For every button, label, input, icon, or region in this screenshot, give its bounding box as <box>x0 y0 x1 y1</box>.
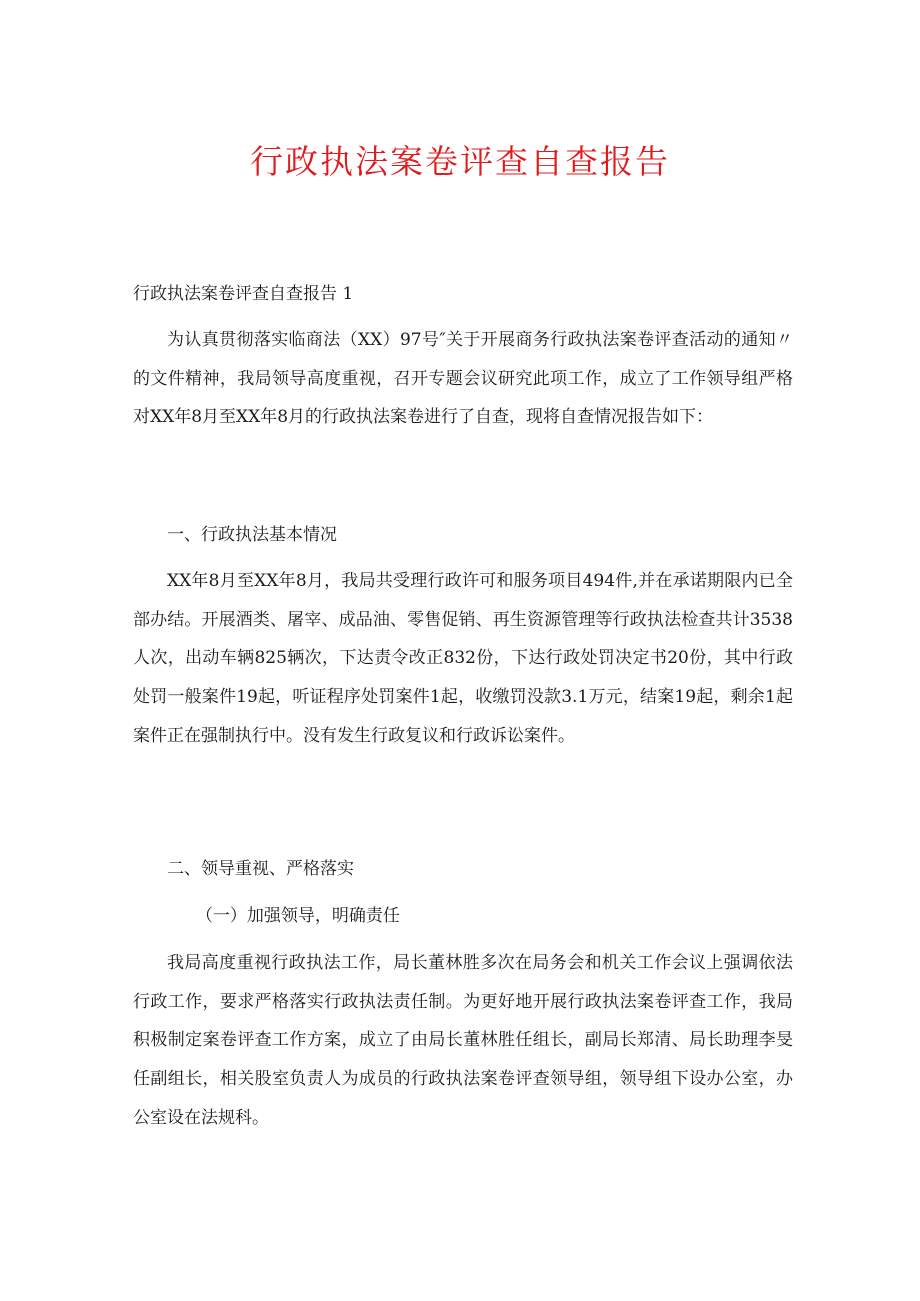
document-title: 行政执法案卷评查自查报告 <box>250 142 670 181</box>
section-heading-basic-situation: 一、行政执法基本情况 <box>167 525 337 545</box>
intro-paragraph: 为认真贯彻落实临商法（XX）97号″关于开展商务行政执法案卷评查活动的通知〃的文件精神，我局领导高度重视，召开专题会议研究此项工作，成立了工作领导组严格对XX年8月至XX年8月的行政执法案卷进行了自查，现将自查情况报告如下： <box>133 330 793 428</box>
leadership-paragraph: 我局高度重视行政执法工作，局长董林胜多次在局务会和机关工作会议上强调依法行政工作，要求严格落实行政执法责任制。为更好地开展行政执法案卷评查工作，我局积极制定案卷评查工作方案，成立了由局长董林胜任组长，副局长郑清、局长助理李旻任副组长，相关股室负责人为成员的行政执法案卷评查领导组，领导组下设办公室，办公室设在法规科。 <box>133 953 793 1128</box>
basic-situation-paragraph: XX年8月至XX年8月，我局共受理行政许可和服务项目494件,并在承诺期限内已全部办结。开展酒类、屠宰、成品油、零售促销、再生资源管理等行政执法检查共计3538人次，出动车辆825辆次，下达责令改正832份，下达行政处罚决定书20份，其中行政处罚一般案件19起，听证程序处罚案件1起，收缴罚没款3.1万元，结案19起，剩余1起案件正在强制执行中。没有发生行政复议和行政诉讼案件。 <box>133 571 793 746</box>
subsection-heading-strengthen-leadership: （一）加强领导，明确责任 <box>195 906 400 926</box>
section-heading-leadership: 二、领导重视、严格落实 <box>167 859 354 879</box>
report-subtitle: 行政执法案卷评查自查报告 1 <box>133 284 354 304</box>
